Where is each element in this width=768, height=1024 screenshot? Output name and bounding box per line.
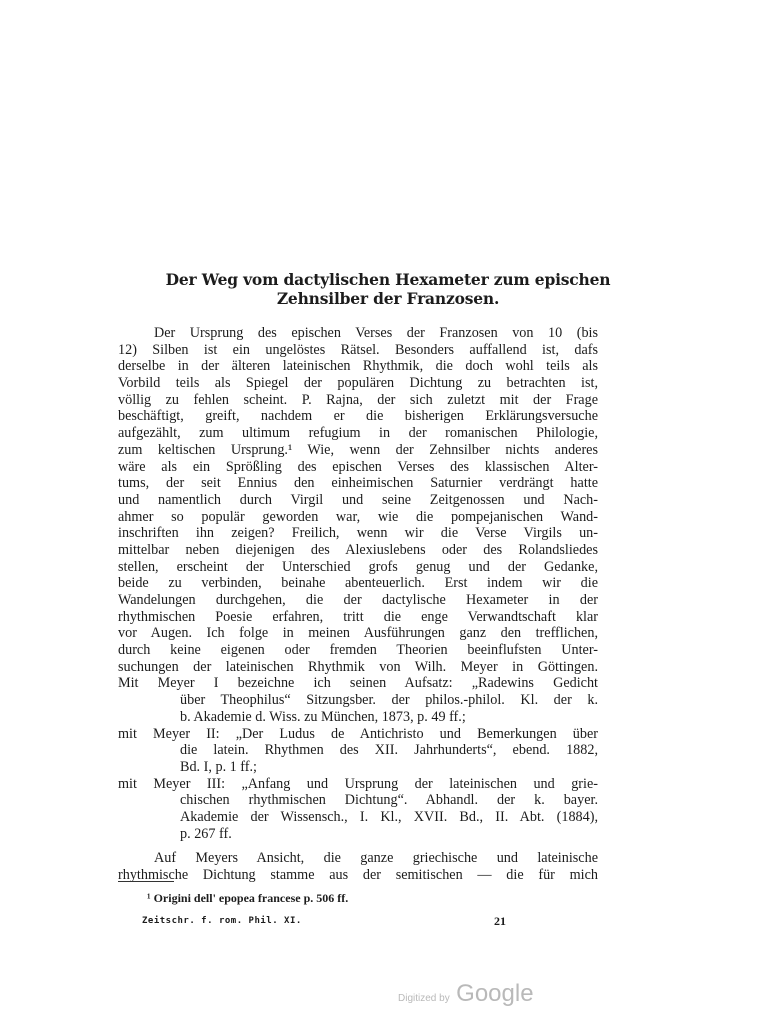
- body-line: aufgezählt, zum ultimum refugium in der romanischen Philologie,: [118, 425, 598, 442]
- journal-signature: Zeitschr. f. rom. Phil. XI.: [142, 916, 302, 926]
- body-line: rhythmischen Poesie erfahren, tritt die enge Verwandtschaft klar: [118, 608, 598, 625]
- body-line: wäre als ein Sprößling des epischen Verses des klassischen Alter-: [118, 458, 598, 475]
- reference-meyer-2-cont: Bd. I, p. 1 ff.;: [180, 758, 257, 775]
- body-line: suchungen der lateinischen Rhythmik von Wilh. Meyer in Göttingen.: [118, 658, 598, 675]
- body-line: vor Augen. Ich folge in meinen Ausführungen ganz den trefflichen,: [118, 625, 598, 642]
- reference-meyer-2-cont: die latein. Rhythmen des XII. Jahrhunderts“, ebend. 1882,: [180, 742, 598, 759]
- closing-line: Auf Meyers Ansicht, die ganze griechische und lateinische: [154, 850, 598, 867]
- body-line: Wandelungen durchgehen, die der dactylische Hexameter in der: [118, 592, 598, 608]
- title-line-1: Der Weg vom dactylischen Hexameter zum epischen: [165, 270, 611, 289]
- body-line: durch keine eigenen oder fremden Theorien beeinflufsten Unter-: [118, 642, 598, 659]
- reference-meyer-2: mit Meyer II: „Der Ludus de Antichristo und Bemerkungen über: [118, 725, 598, 742]
- digitized-watermark: [398, 980, 534, 1008]
- body-line: Der Ursprung des epischen Verses der Franzosen von 10 (bis: [154, 325, 598, 341]
- body-line: tums, der seit Ennius den einheimischen Saturnier verdrängt hatte: [118, 475, 598, 492]
- body-line: und namentlich durch Virgil und seine Zeitgenossen und Nach-: [118, 491, 598, 508]
- title-line-2: Zehnsilber der Franzosen.: [276, 289, 500, 308]
- reference-meyer-1: Mit Meyer I bezeichne ich seinen Aufsatz: „Radewins Gedicht: [118, 675, 598, 692]
- body-line: derselbe in der älteren lateinischen Rhythmik, die doch wohl teils als: [118, 358, 598, 375]
- body-line: ahmer so populär geworden war, wie die pompejanischen Wand-: [118, 508, 598, 525]
- closing-line: rhythmische Dichtung stamme aus der semitischen — die für mich: [118, 867, 598, 883]
- body-line: inschriften ihn zeigen? Freilich, wenn wir die Verse Virgils un-: [118, 525, 598, 542]
- body-line: beschäftigt, greift, nachdem er die bisherigen Erklärungsversuche: [118, 408, 598, 425]
- body-line: mittelbar neben diejenigen des Alexiuslebens oder des Rolandsliedes: [118, 541, 598, 558]
- reference-meyer-1-cont: über Theophilus“ Sitzungsber. der philos.-philol. Kl. der k.: [180, 692, 598, 709]
- body-line: zum keltischen Ursprung.¹ Wie, wenn der Zehnsilber nichts anderes: [118, 441, 598, 458]
- reference-meyer-3: mit Meyer III: „Anfang und Ursprung der lateinischen und grie-: [118, 775, 598, 792]
- article-title: [118, 270, 658, 308]
- footnote: ¹ Origini dell' epopea francese p. 506 ff.: [147, 891, 349, 905]
- body-line: beide zu verbinden, beinahe abenteuerlich. Erst indem wir die: [118, 575, 598, 592]
- reference-meyer-3-cont: Akademie der Wissensch., I. Kl., XVII. Bd., II. Abt. (1884),: [180, 808, 598, 825]
- body-line: Vorbild teils als Spiegel der populären Dichtung zu betrachten ist,: [118, 375, 598, 392]
- body-line: 12) Silben ist ein ungelöstes Rätsel. Besonders auffallend ist, dafs: [118, 341, 598, 358]
- google-logo: Google: [456, 980, 534, 1007]
- body-line: stellen, erscheint der Unterschied grofs genug und der Gedanke,: [118, 558, 598, 575]
- page-number: 21: [494, 914, 506, 928]
- digitized-prefix: Digitized by: [398, 993, 450, 1004]
- footnote-rule: [118, 881, 174, 882]
- body-line: völlig zu fehlen scheint. P. Rajna, der sich zuletzt mit der Frage: [118, 391, 598, 408]
- reference-meyer-3-cont: p. 267 ff.: [180, 825, 232, 842]
- reference-meyer-3-cont: chischen rhythmischen Dichtung“. Abhandl. der k. bayer.: [180, 792, 598, 809]
- reference-meyer-1-cont: b. Akademie d. Wiss. zu München, 1873, p. 49 ff.;: [180, 708, 466, 725]
- article-body: [118, 325, 598, 884]
